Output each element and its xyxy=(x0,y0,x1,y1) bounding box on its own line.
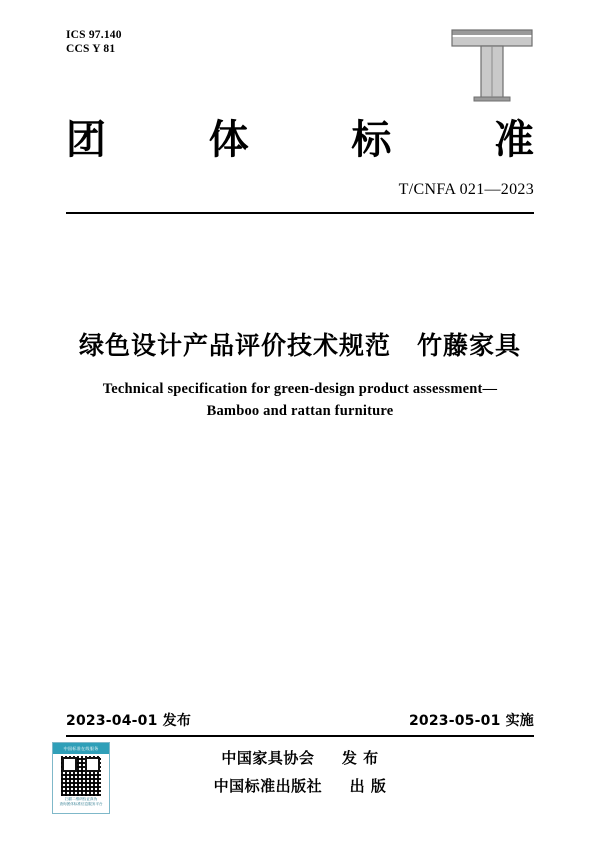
document-type-band xyxy=(66,108,534,165)
publisher-press-action: 出 版 xyxy=(349,777,387,795)
qr-footer-line-1: 扫描二维码验证真伪 xyxy=(64,797,98,801)
divider-top xyxy=(66,212,534,214)
t-logo-icon xyxy=(446,26,538,102)
ccs-code: CCS Y 81 xyxy=(66,43,116,55)
title-english-line-2: Bamboo and rattan furniture xyxy=(206,403,394,419)
ics-code: ICS 97.140 xyxy=(66,29,122,41)
band-char-3: 标 xyxy=(351,117,392,163)
qr-code-icon xyxy=(61,756,101,796)
qr-anticounterfeit-label xyxy=(52,742,110,814)
page-title-english xyxy=(0,378,600,422)
band-char-2: 体 xyxy=(208,117,249,163)
publisher-organization-action: 发 布 xyxy=(341,749,379,767)
standard-number: T/CNFA 021—2023 xyxy=(398,181,534,198)
classification-codes xyxy=(66,28,122,56)
publisher-organization: 中国家具协会 xyxy=(221,749,315,767)
qr-label-header: 中国标准在线服务 xyxy=(53,743,109,754)
title-english-line-1: Technical specification for green-design product assessment— xyxy=(102,381,498,397)
publisher-press: 中国标准出版社 xyxy=(213,777,323,795)
qr-footer-line-2: 查询团体标准信息服务平台 xyxy=(59,802,103,807)
divider-bottom xyxy=(66,735,534,737)
issue-date: 2023-04-01 发布 xyxy=(66,713,192,729)
qr-label-footer xyxy=(53,797,109,808)
band-char-4: 准 xyxy=(493,117,534,163)
band-char-1: 团 xyxy=(66,117,106,163)
page-title-chinese: 绿色设计产品评价技术规范 竹藤家具 xyxy=(78,331,521,360)
effective-date: 2023-05-01 实施 xyxy=(408,713,534,729)
